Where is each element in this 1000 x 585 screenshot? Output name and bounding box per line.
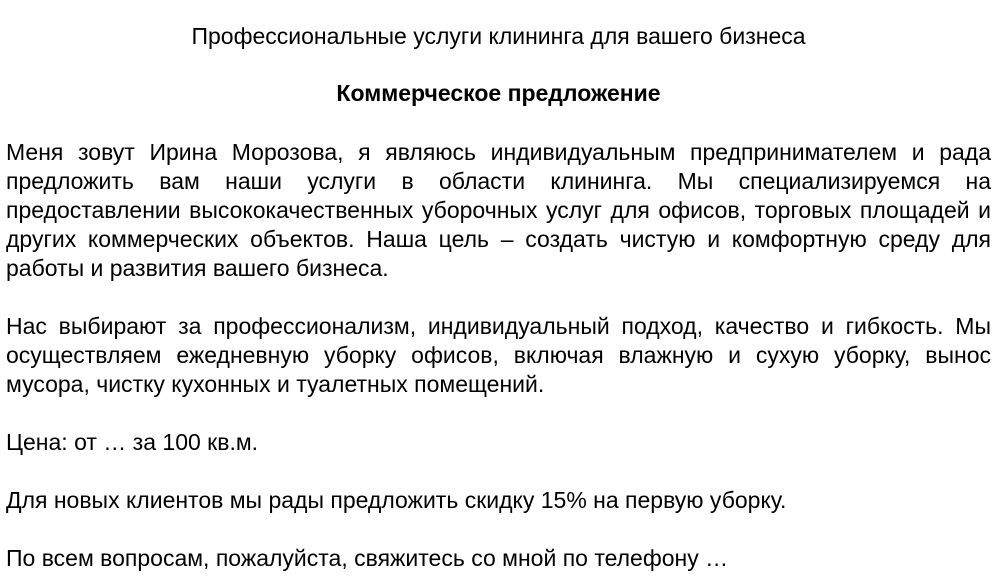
intro-paragraph: Меня зовут Ирина Морозова, я являюсь индивидуальным предпринимателем и рада предложить вам наши услуги в области клининга. Мы специализируемся на предоставлении высококачественных уборочных услуг для офисов, торговых площадей и других коммерческих объектов. Наша цель – создать чистую и комфортную среду для работы и развития вашего бизнеса. <box>6 139 991 281</box>
document-subtitle: Коммерческое предложение <box>336 80 661 106</box>
document-title: Профессиональные услуги клининга для вашего бизнеса <box>191 23 806 49</box>
discount-paragraph: Для новых клиентов мы рады предложить скидку 15% на первую уборку. <box>6 487 787 513</box>
price-paragraph: Цена: от … за 100 кв.м. <box>6 429 259 455</box>
contact-paragraph: По всем вопросам, пожалуйста, свяжитесь со мной по телефону … <box>6 545 729 571</box>
advantages-paragraph: Нас выбирают за профессионализм, индивидуальный подход, качество и гибкость. Мы осуществляем ежедневную уборку офисов, включая влажную и сухую уборку, вынос мусора, чистку кухонных и туалетных помещений. <box>6 313 991 397</box>
